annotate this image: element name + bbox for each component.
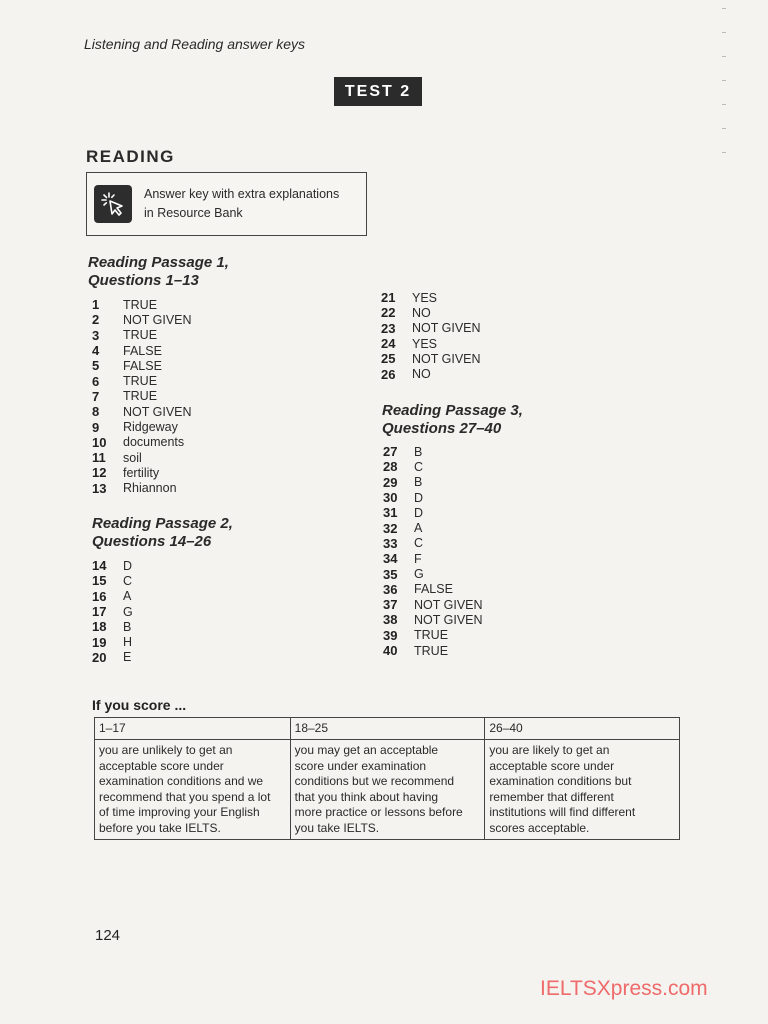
answer-text: soil: [123, 450, 142, 465]
passage-2-answers-part-1: [92, 558, 133, 665]
score-advice-2: [290, 740, 485, 840]
score-range-1: 1–17: [95, 718, 291, 740]
score-advice-line: examination conditions and we: [99, 774, 264, 788]
passage-1-title: [88, 254, 229, 290]
answer-text: G: [414, 567, 424, 582]
score-advice-line: conditions but we recommend: [294, 774, 455, 788]
passage-2-title: [92, 515, 233, 551]
resource-bank-box: [86, 172, 367, 236]
score-advice-line: institutions will find different: [489, 805, 636, 819]
answer-item: [383, 490, 483, 505]
answer-number: 4: [92, 343, 100, 359]
answer-number: 39: [383, 627, 398, 643]
answer-item: [381, 321, 481, 336]
answer-item: [383, 505, 483, 520]
answer-text: FALSE: [123, 358, 162, 373]
score-table-body-row: [95, 740, 680, 840]
cursor-click-icon: [94, 185, 132, 223]
answer-item: [383, 628, 483, 643]
answer-text: H: [123, 635, 133, 650]
answer-number: 17: [92, 604, 107, 620]
answer-number: 37: [383, 597, 398, 613]
watermark: IELTSXpress.com: [540, 977, 708, 1000]
answer-text: NOT GIVEN: [414, 612, 483, 627]
passage-3-answers: [383, 444, 483, 658]
score-advice-line: score under examination: [294, 758, 427, 773]
answer-number: 9: [92, 419, 100, 435]
answer-item: [92, 419, 192, 434]
answer-number: 29: [383, 474, 398, 490]
answer-number: 36: [383, 581, 398, 597]
answer-item: [92, 634, 133, 649]
answer-item: [92, 604, 133, 619]
answer-text: F: [414, 551, 422, 566]
resource-line-1: Answer key with extra explanations: [144, 187, 340, 201]
answer-number: 23: [381, 320, 396, 336]
page-number: 124: [95, 927, 121, 944]
answer-item: [92, 343, 192, 358]
answer-item: [383, 520, 483, 535]
answer-text: NO: [412, 305, 431, 320]
answer-number: 3: [92, 327, 100, 343]
score-advice-line: you are likely to get an: [489, 743, 610, 757]
header-note: Listening and Reading answer keys: [84, 36, 306, 52]
answer-number: 16: [92, 588, 107, 604]
answer-text: E: [123, 650, 132, 665]
answer-number: 13: [92, 480, 107, 496]
answer-item: [383, 643, 483, 658]
answer-number: 1: [92, 297, 100, 313]
answer-number: 40: [383, 643, 398, 658]
answer-number: 20: [92, 649, 107, 665]
answer-item: [92, 573, 133, 588]
answer-item: [92, 450, 192, 465]
score-advice-line: more practice or lessons before: [294, 805, 463, 819]
passage-1-title-line-2: Questions 1–13: [88, 272, 199, 289]
answer-number: 25: [381, 351, 396, 367]
score-advice-line: you are unlikely to get an: [99, 743, 233, 757]
answer-item: [92, 650, 133, 665]
section-heading: READING: [86, 147, 175, 166]
answer-text: B: [123, 619, 132, 634]
score-advice-line: before you take IELTS.: [99, 820, 221, 835]
passage-2-title-line-1: Reading Passage 2,: [92, 515, 233, 532]
answer-text: C: [123, 573, 133, 588]
answer-text: TRUE: [414, 643, 449, 658]
score-heading: If you score ...: [92, 697, 187, 713]
answer-item: [383, 551, 483, 566]
answer-item: [92, 558, 133, 573]
answer-text: B: [414, 444, 423, 459]
answer-item: [92, 404, 192, 419]
answer-text: FALSE: [123, 343, 162, 358]
answer-item: [92, 358, 192, 373]
answer-text: FALSE: [414, 582, 453, 597]
answer-number: 33: [383, 535, 398, 551]
answer-text: A: [123, 589, 132, 604]
answer-item: [381, 290, 481, 305]
answer-text: NOT GIVEN: [123, 312, 192, 327]
answer-text: NOT GIVEN: [123, 404, 192, 419]
answer-item: [92, 481, 192, 496]
answer-text: C: [414, 536, 424, 551]
test-badge: TEST 2: [334, 77, 422, 106]
answer-item: [383, 582, 483, 597]
passage-1-answers: [92, 297, 192, 496]
answer-number: 21: [381, 290, 396, 306]
score-advice-line: you take IELTS.: [294, 820, 380, 835]
answer-number: 15: [92, 573, 107, 589]
answer-item: [381, 351, 481, 366]
answer-text: D: [123, 558, 133, 573]
answer-number: 28: [383, 459, 398, 475]
passage-1-title-line-1: Reading Passage 1,: [88, 254, 229, 271]
score-advice-line: examination conditions but: [489, 774, 632, 788]
answer-item: [92, 328, 192, 343]
answer-text: Rhiannon: [123, 481, 177, 496]
answer-item: [92, 389, 192, 404]
answer-item: [381, 366, 481, 381]
answer-number: 8: [92, 404, 100, 420]
answer-text: NOT GIVEN: [412, 351, 481, 366]
answer-text: fertility: [123, 465, 160, 480]
answer-item: [92, 465, 192, 480]
answer-text: documents: [123, 435, 185, 450]
passage-2-answers-part-2: [381, 290, 481, 382]
answer-text: TRUE: [123, 328, 158, 343]
answer-item: [383, 459, 483, 474]
answer-number: 19: [92, 634, 107, 650]
answer-text: TRUE: [123, 297, 158, 312]
answer-text: B: [414, 475, 423, 490]
score-advice-line: you may get an acceptable: [294, 743, 439, 757]
answer-number: 7: [92, 388, 100, 404]
answer-number: 12: [92, 465, 107, 481]
score-advice-3: [485, 740, 680, 840]
answer-number: 32: [383, 520, 398, 536]
answer-item: [92, 589, 133, 604]
answer-item: [92, 297, 192, 312]
answer-item: [92, 619, 133, 634]
answer-number: 38: [383, 612, 398, 628]
answer-text: A: [414, 521, 423, 536]
answer-number: 31: [383, 505, 398, 521]
answer-number: 18: [92, 619, 107, 635]
score-advice-1: [95, 740, 291, 840]
answer-number: 2: [92, 312, 100, 328]
score-advice-line: of time improving your English: [99, 805, 260, 819]
answer-item: [92, 312, 192, 327]
answer-item: [92, 435, 192, 450]
answer-text: D: [414, 505, 424, 520]
answer-text: TRUE: [123, 389, 158, 404]
answer-text: YES: [412, 290, 438, 305]
answer-text: TRUE: [123, 374, 158, 389]
answer-number: 35: [383, 566, 398, 582]
score-table: [94, 717, 680, 840]
answer-number: 22: [381, 305, 396, 321]
answer-number: 5: [92, 358, 100, 374]
score-advice-line: scores acceptable.: [489, 820, 590, 835]
answer-text: NOT GIVEN: [414, 597, 483, 612]
resource-text: [144, 185, 339, 223]
answer-item: [92, 373, 192, 388]
answer-item: [383, 475, 483, 490]
answer-item: [383, 566, 483, 581]
answer-number: 10: [92, 434, 107, 450]
answer-text: NO: [412, 367, 431, 382]
answer-text: YES: [412, 336, 438, 351]
answer-text: TRUE: [414, 628, 449, 643]
answer-text: NOT GIVEN: [412, 321, 481, 336]
answer-item: [383, 612, 483, 627]
answer-item: [383, 536, 483, 551]
score-advice-line: that you think about having: [294, 789, 439, 804]
score-range-2: 18–25: [290, 718, 485, 740]
answer-text: D: [414, 490, 424, 505]
score-advice-line: acceptable score under: [489, 758, 615, 773]
score-range-3: 26–40: [485, 718, 680, 740]
answer-item: [383, 444, 483, 459]
passage-3-title-line-1: Reading Passage 3,: [382, 402, 523, 419]
score-advice-line: remember that different: [489, 789, 614, 804]
score-advice-line: acceptable score under: [99, 758, 224, 773]
answer-item: [383, 597, 483, 612]
answer-number: 14: [92, 558, 107, 574]
margin-marks: [722, 8, 726, 176]
answer-text: C: [414, 459, 424, 474]
passage-2-title-line-2: Questions 14–26: [92, 533, 212, 550]
answer-number: 27: [383, 444, 398, 460]
answer-number: 24: [381, 336, 396, 352]
passage-3-title-line-2: Questions 27–40: [382, 420, 502, 437]
answer-item: [381, 305, 481, 320]
answer-item: [381, 336, 481, 351]
answer-number: 11: [92, 450, 106, 466]
answer-text: G: [123, 604, 133, 619]
answer-number: 6: [92, 373, 100, 389]
resource-line-2: in Resource Bank: [144, 206, 243, 220]
answer-number: 30: [383, 490, 398, 506]
passage-3-title: [382, 402, 523, 438]
answer-number: 34: [383, 551, 398, 567]
answer-text: Ridgeway: [123, 420, 178, 435]
score-advice-line: recommend that you spend a lot: [99, 789, 271, 804]
answer-number: 26: [381, 366, 396, 382]
score-table-header-row: [95, 718, 680, 740]
